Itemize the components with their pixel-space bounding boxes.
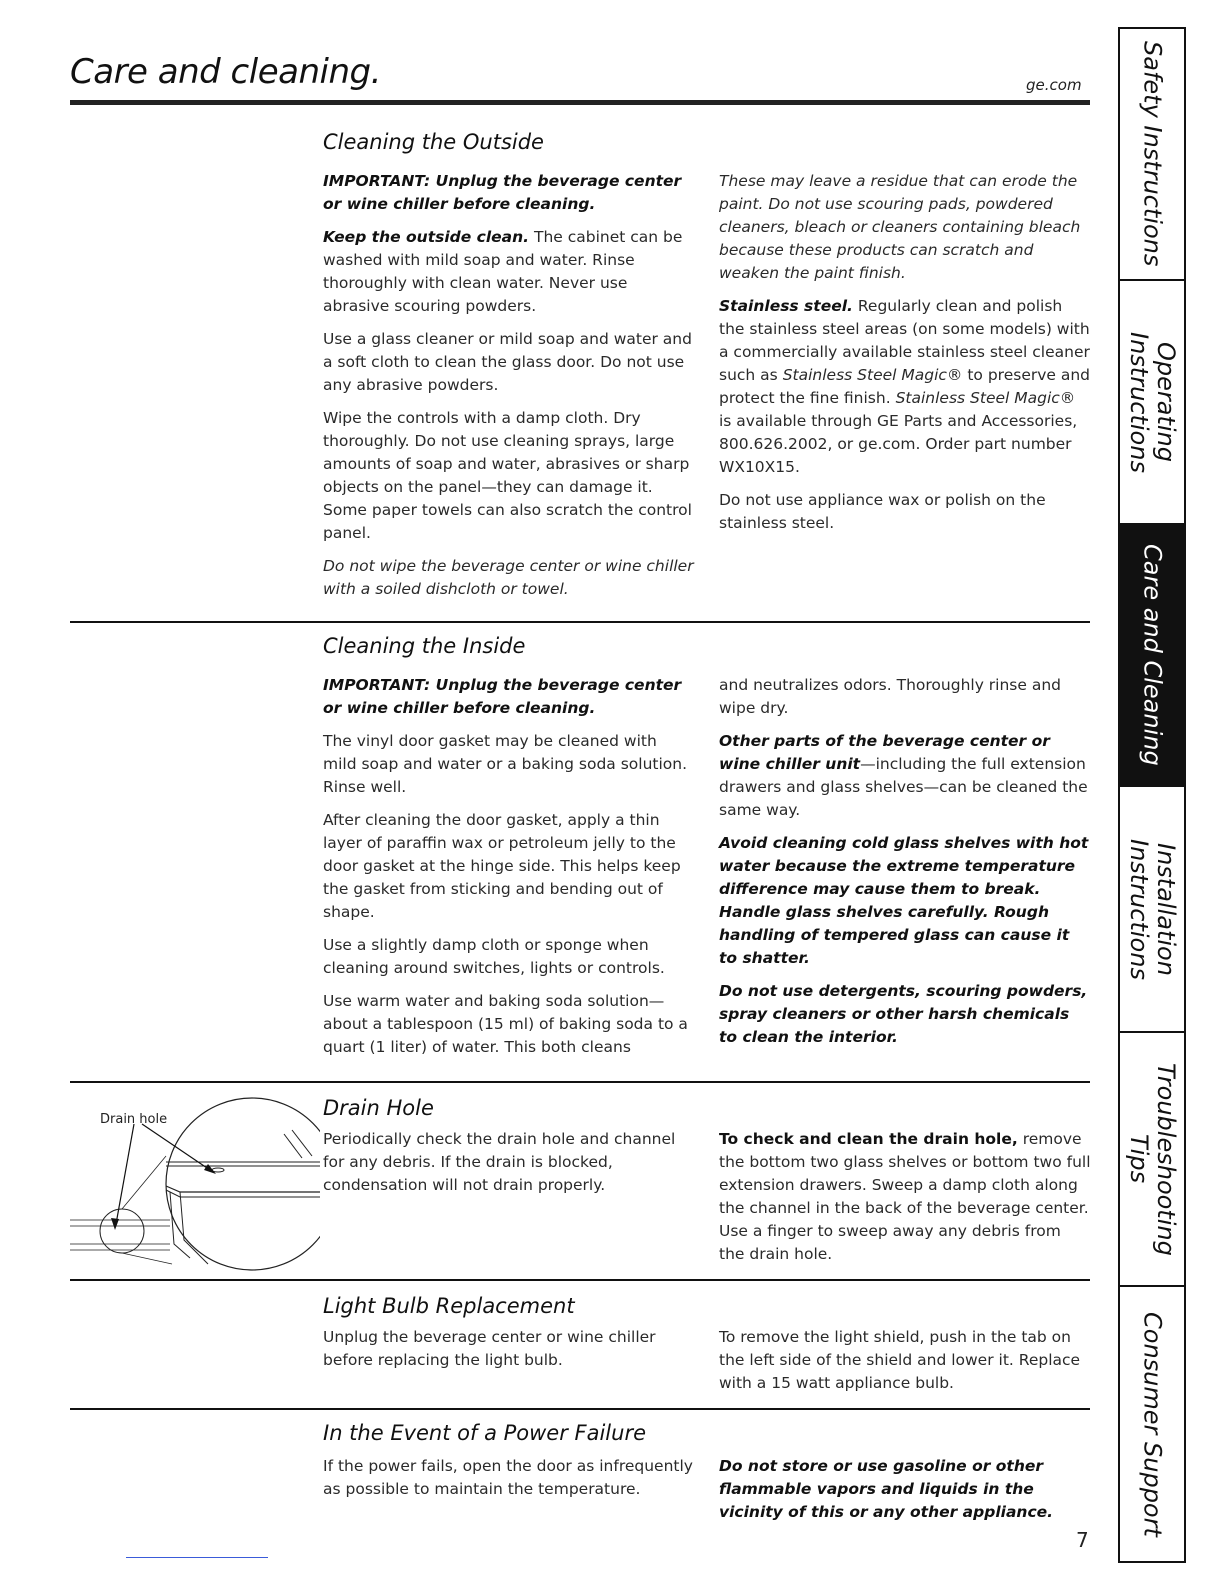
bulb-paragraph-1: Unplug the beverage center or wine chiller before replacing the light bulb.	[323, 1328, 656, 1369]
stainless-text-e: is available through GE Parts and Accessories, 800.626.2002, or ge.com. Order part number WX10X15.	[719, 412, 1078, 476]
drain-left-column	[323, 1128, 695, 1207]
outside-right-paragraph-1: These may leave a residue that can erode the paint. Do not use scouring pads, powdered cleaners, bleach or cleaners containing bleach because these products can scratch and weaken the paint finish.	[719, 172, 1081, 282]
section-heading-drain: Drain Hole	[323, 1096, 434, 1120]
outside-paragraph-2: Use a glass cleaner or mild soap and water and a soft cloth to clean the glass door. Do not use any abrasive powders.	[323, 330, 692, 394]
drain-check-text: remove the bottom two glass shelves or bottom two full extension drawers. Sweep a damp cloth along the channel in the back of the beverage center. Use a finger to sweep away any debris from the drain hole.	[719, 1130, 1091, 1263]
stainless-product-1: Stainless Steel Magic®	[782, 366, 963, 384]
inside-left-column	[323, 674, 695, 1069]
inside-right-paragraph-4: Do not use detergents, scouring powders, spray cleaners or other harsh chemicals to clean the interior.	[719, 982, 1088, 1046]
tab-safety-instructions[interactable]	[1120, 29, 1184, 281]
side-tab-bar	[1118, 27, 1186, 1563]
bulb-right-paragraph-1: To remove the light shield, push in the tab on the left side of the shield and lower it. Replace with a 15 watt appliance bulb.	[719, 1328, 1081, 1392]
outside-right-paragraph-2	[719, 295, 1091, 479]
outside-p1-lead: Keep the outside clean.	[323, 228, 530, 246]
drain-hole-figure-label: Drain hole	[100, 1112, 168, 1127]
section-heading-bulb: Light Bulb Replacement	[323, 1294, 575, 1318]
section-divider	[70, 1279, 1090, 1281]
inside-right-paragraph-3: Avoid cleaning cold glass shelves with hot water because the extreme temperature difference may cause them to break. Handle glass shelves carefully. Rough handling of tempered glass can cause it to shatter.	[719, 834, 1089, 967]
outside-paragraph-3: Wipe the controls with a damp cloth. Dry thoroughly. Do not use cleaning sprays, large amounts of soap and water, abrasives or sharp objects on the panel—they can damage it. Some paper towels can also scratch the control panel.	[323, 409, 692, 542]
inside-paragraph-2: After cleaning the door gasket, apply a thin layer of paraffin wax or petroleum jelly to the door gasket at the hinge side. This helps keep the gasket from sticking and bending out of shape.	[323, 811, 681, 921]
tab-label: Consumer Support	[1138, 1311, 1167, 1537]
outside-important: IMPORTANT: Unplug the beverage center or wine chiller before cleaning.	[323, 172, 682, 213]
tab-care-and-cleaning[interactable]	[1120, 525, 1184, 787]
bottom-mark	[126, 1557, 268, 1558]
power-right-column	[719, 1455, 1091, 1534]
tab-label: Safety Instructions	[1138, 41, 1167, 267]
tab-label: Care and Cleaning	[1138, 544, 1167, 766]
power-paragraph-1: If the power fails, open the door as infrequently as possible to maintain the temperature.	[323, 1457, 693, 1498]
page-number: 7	[1076, 1528, 1089, 1552]
section-divider	[70, 1408, 1090, 1410]
outside-paragraph-1	[323, 226, 695, 318]
tab-troubleshooting-tips[interactable]	[1120, 1033, 1184, 1287]
inside-right-column	[719, 674, 1091, 1059]
tab-consumer-support[interactable]	[1120, 1287, 1184, 1561]
outside-left-column	[323, 170, 695, 611]
inside-important: IMPORTANT: Unplug the beverage center or wine chiller before cleaning.	[323, 676, 682, 717]
stainless-steel-lead: Stainless steel.	[719, 297, 853, 315]
section-heading-outside: Cleaning the Outside	[323, 130, 544, 154]
section-divider	[70, 1081, 1090, 1083]
tab-label: Operating Instructions	[1125, 331, 1180, 473]
drain-right-paragraph-1	[719, 1128, 1091, 1266]
stainless-text-c: to preserve and protect the fine finish.	[719, 366, 1091, 407]
site-url: ge.com	[1026, 76, 1082, 94]
inside-paragraph-1: The vinyl door gasket may be cleaned with mild soap and water or a baking soda solution. Rinse well.	[323, 732, 688, 796]
power-warning: Do not store or use gasoline or other flammable vapors and liquids in the vicinity of this or any other appliance.	[719, 1457, 1054, 1521]
section-heading-power: In the Event of a Power Failure	[323, 1421, 647, 1445]
drain-right-column	[719, 1128, 1091, 1276]
outside-p1-text: The cabinet can be washed with mild soap and water. Rinse thoroughly with clean water. Never use abrasive scouring powders.	[323, 228, 683, 315]
section-divider	[70, 621, 1090, 623]
outside-right-column	[719, 170, 1091, 545]
other-parts-text: —including the full extension drawers and glass shelves—can be cleaned the same way.	[719, 755, 1088, 819]
outside-paragraph-4: Do not wipe the beverage center or wine chiller with a soiled dishcloth or towel.	[323, 557, 694, 598]
outside-right-paragraph-3: Do not use appliance wax or polish on the stainless steel.	[719, 491, 1046, 532]
stainless-product-2: Stainless Steel Magic®	[895, 389, 1076, 407]
other-parts-lead: Other parts of the beverage center or wine chiller unit	[719, 732, 1050, 773]
inside-right-paragraph-2	[719, 730, 1091, 822]
header-rule	[70, 100, 1090, 105]
bulb-right-column	[719, 1326, 1091, 1405]
drain-hole-figure	[70, 1094, 320, 1278]
drain-check-lead: To check and clean the drain hole,	[719, 1130, 1018, 1148]
bulb-left-column	[323, 1326, 695, 1382]
page-title: Care and cleaning.	[70, 52, 381, 92]
tab-label: Troubleshooting Tips	[1125, 1062, 1180, 1256]
inside-paragraph-4: Use warm water and baking soda solution—about a tablespoon (15 ml) of baking soda to a quart (1 liter) of water. This both cleans	[323, 992, 688, 1056]
stainless-text-a: Regularly clean and polish the stainless steel areas (on some models) with a commercially available stainless steel cleaner such as	[719, 297, 1090, 384]
inside-right-paragraph-1: and neutralizes odors. Thoroughly rinse and wipe dry.	[719, 676, 1061, 717]
inside-paragraph-3: Use a slightly damp cloth or sponge when cleaning around switches, lights or controls.	[323, 936, 665, 977]
section-heading-inside: Cleaning the Inside	[323, 634, 526, 658]
power-left-column	[323, 1455, 695, 1511]
tab-operating-instructions[interactable]	[1120, 281, 1184, 525]
tab-label: Installation Instructions	[1125, 838, 1180, 980]
tab-installation-instructions[interactable]	[1120, 787, 1184, 1033]
drain-paragraph-1: Periodically check the drain hole and channel for any debris. If the drain is blocked, condensation will not drain properly.	[323, 1130, 676, 1194]
